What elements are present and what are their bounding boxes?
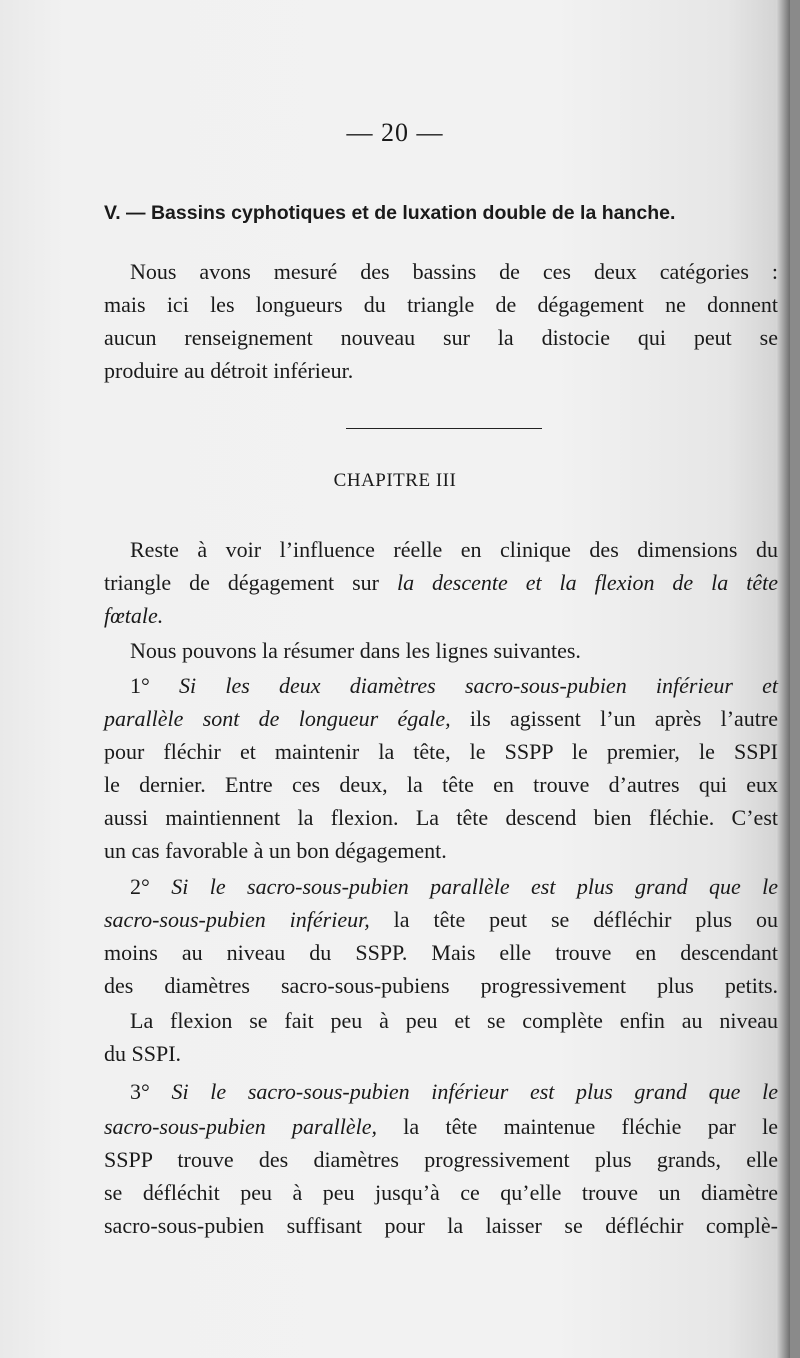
item-2-line-1 (130, 870, 778, 903)
item-1-line-6: un cas favorable à un bon dégagement. (104, 838, 447, 863)
item-1-line-4: le dernier. Entre ces deux, la tête en trouve d’autres qui eux (104, 772, 778, 797)
item-1-line-5: aussi maintiennent la flexion. La tête descend bien fléchie. C’est (104, 805, 778, 830)
separator-rule (346, 428, 542, 429)
item-3-line-5: sacro-sous-pubien suffisant pour la laisser se défléchir complè- (104, 1213, 778, 1238)
paragraph-2-line-3 (104, 599, 778, 632)
item-3-line-1 (130, 1075, 778, 1108)
item-2-line-3: moins au niveau du SSPP. Mais elle trouve en descendant (104, 940, 778, 965)
italic-run: Si le sacro-sous-pubien parallèle est plus grand que le (171, 874, 778, 899)
text-run: ils agissent l’un après l’autre (450, 706, 778, 731)
item-3-line-2 (104, 1110, 778, 1143)
item-1-line-2 (104, 702, 778, 735)
italic-run: Si les deux diamètres sacro-sous-pubien inférieur et (179, 673, 779, 698)
section-heading: V. — Bassins cyphotiques et de luxation double de la hanche. (104, 202, 676, 224)
italic-run: sacro-sous-pubien inférieur, (104, 907, 370, 932)
item-1-line-1 (130, 669, 778, 702)
text-run: la tête peut se défléchir plus ou (369, 907, 778, 932)
italic-run: la descente et la flexion de la tête (396, 570, 778, 595)
paragraph-2-line-2 (104, 566, 778, 599)
item-3-line-4: se défléchit peu à peu jusqu’à ce qu’elle trouve un diamètre (104, 1180, 778, 1205)
paragraph-1-line-3: aucun renseignement nouveau sur la distocie qui peut se (104, 325, 778, 350)
item-3-line-3: SSPP trouve des diamètres progressivement plus grands, elle (104, 1147, 778, 1172)
item-2-line-4: des diamètres sacro-sous-pubiens progressivement plus petits. (104, 973, 778, 998)
item-number: 1° (130, 673, 150, 698)
item-2-line-2 (104, 903, 778, 936)
italic-run: fœtale. (104, 603, 164, 628)
item-number: 3° (130, 1079, 150, 1104)
paragraph-2-line-1: Reste à voir l’influence réelle en clinique des dimensions du (130, 537, 778, 562)
text-run: la tête maintenue fléchie par le (376, 1114, 779, 1139)
paragraph-3: Nous pouvons la résumer dans les lignes suivantes. (130, 638, 581, 663)
text-run: triangle de dégagement sur (104, 570, 397, 595)
item-2-line-6: du SSPI. (104, 1041, 182, 1066)
italic-run: Si le sacro-sous-pubien inférieur est plus grand que le (171, 1079, 778, 1104)
page-number: — 20 — (346, 118, 444, 147)
item-number: 2° (130, 874, 150, 899)
paragraph-1-line-2: mais ici les longueurs du triangle de dégagement ne donnent (104, 292, 778, 317)
paragraph-1-line-1: Nous avons mesuré des bassins de ces deux catégories : (130, 259, 778, 284)
item-1-line-3: pour fléchir et maintenir la tête, le SSPP le premier, le SSPI (104, 739, 778, 764)
chapter-title: CHAPITRE III (333, 470, 457, 491)
item-2-line-5: La flexion se fait peu à peu et se complète enfin au niveau (130, 1008, 778, 1033)
italic-run: parallèle sont de longueur égale, (104, 706, 451, 731)
italic-run: sacro-sous-pubien parallèle, (104, 1114, 377, 1139)
paragraph-1-line-4: produire au détroit inférieur. (104, 358, 354, 383)
